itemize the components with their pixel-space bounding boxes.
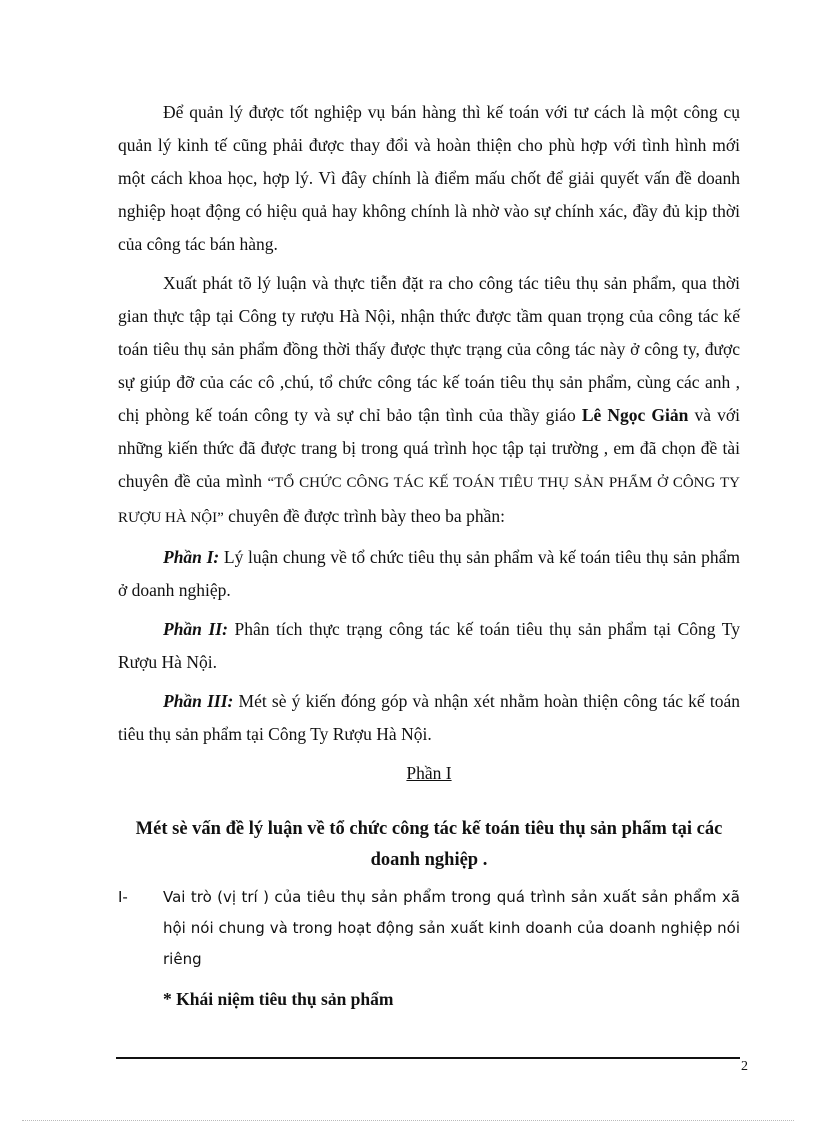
item-text: Vai trò (vị trí ) của tiêu thụ sản phẩm trong quá trình sản xuất sản phẩm xã hội nói chung và trong hoạt động sản xuất kinh doanh của doanh nghiệp nói riêng: [163, 888, 740, 968]
numbered-item: [118, 882, 740, 975]
part-3-text: Mét sè ý kiến đóng góp và nhận xét nhằm hoàn thiện công tác kế toán tiêu thụ sản phẩm tại Công Ty Rượu Hà Nội.: [118, 691, 740, 744]
teacher-name: Lê Ngọc Giản: [581, 405, 689, 425]
part-3-summary: [118, 685, 740, 751]
topic-paragraph-start: Xuất phát tõ lý luận và thực tiễn đặt ra cho công tác tiêu thụ sản phẩm, qua thời gian thực tập tại Công ty rượu Hà Nội, nhận thức được tầm quan trọng của công tác kế toán tiêu thụ sản phẩm đồng thời thấy được thực trạng của công tác này ở công ty, được sự giúp đỡ của các cô ,chú, tổ chức công tác kế toán tiêu thụ sản phẩm, cùng các anh , chị phòng kế toán công ty và sự chỉ bảo tận tình của thầy giáo: [118, 273, 740, 425]
part-2-label: Phần II:: [163, 619, 228, 639]
topic-paragraph-end: chuyên đề được trình bày theo ba phần:: [223, 506, 505, 526]
part-3-label: Phần III:: [163, 691, 234, 711]
topic-paragraph-mid: và với những kiến thức đã được trang bị trong quá trình học tập tại trường , em đã chọn đề tài chuyên đề của mình: [118, 405, 740, 491]
document-page: [118, 96, 740, 1016]
footer-divider: [116, 1057, 740, 1059]
part-heading: Phần I: [406, 763, 452, 783]
page-bottom-edge: [22, 1120, 794, 1121]
topic-paragraph: [118, 267, 740, 535]
concept-heading: * Khái niệm tiêu thụ sản phẩm: [163, 989, 394, 1009]
item-number: I-: [118, 888, 128, 906]
page-number: 2: [741, 1059, 748, 1074]
thesis-topic: “TỔ CHỨC CÔNG TÁC KẾ TOÁN TIÊU THỤ SẢN PHẨM Ở CÔNG TY RƯỢU HÀ NỘI”: [118, 475, 741, 526]
part-2-summary: [118, 613, 740, 679]
intro-paragraph: Để quản lý được tốt nghiệp vụ bán hàng thì kế toán với tư cách là một công cụ quản lý kinh tế cũng phải được thay đổi và hoàn thiện cho phù hợp với tình hình mới một cách khoa học, hợp lý. Vì đây chính là điểm mấu chốt để giải quyết vấn đề doanh nghiệp hoạt động có hiệu quả hay không chính là nhờ vào sự chính xác, đầy đủ kịp thời của công tác bán hàng.: [118, 102, 740, 254]
part-2-text: Phân tích thực trạng công tác kế toán tiêu thụ sản phẩm tại Công Ty Rượu Hà Nội.: [118, 619, 741, 672]
part-1-summary: [118, 541, 740, 607]
part-1-text: Lý luận chung về tổ chức tiêu thụ sản phẩm và kế toán tiêu thụ sản phẩm ở doanh nghiệp.: [118, 547, 740, 600]
section-title: Mét sè vấn đề lý luận về tổ chức công tác kế toán tiêu thụ sản phẩm tại các doanh nghiệp .: [135, 819, 723, 870]
part-1-label: Phần I:: [163, 547, 220, 567]
